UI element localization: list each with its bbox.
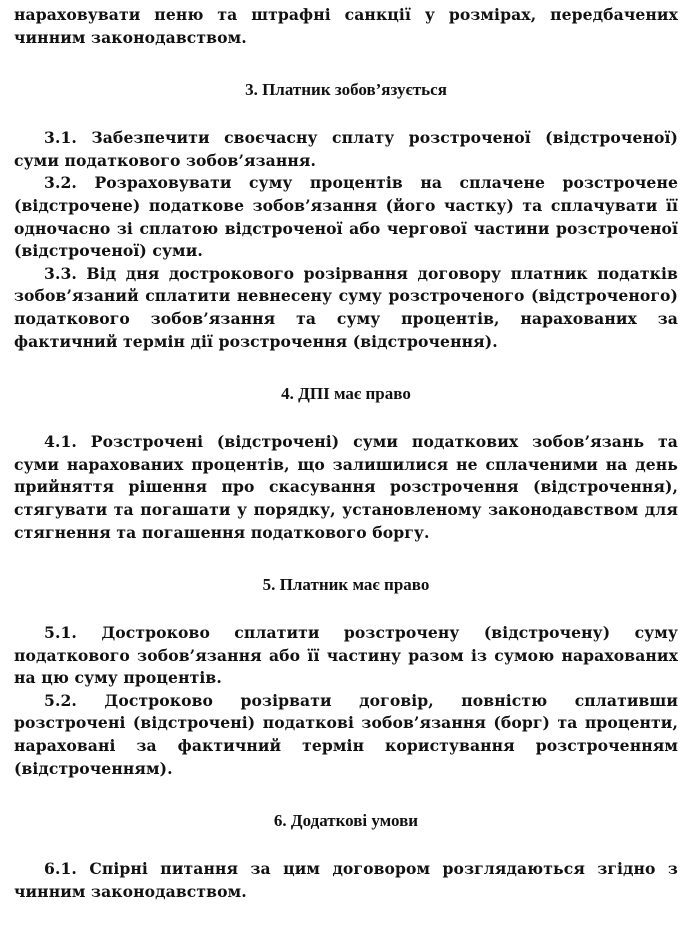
clause-3-3: 3.3. Від дня дострокового розірвання договору платник податків зобов’язаний сплатити невнесену суму розстроченого (відстроченого) податкового зобов’язання та суму процентів, нарахованих за фактичний термін дії розстрочення (відстрочення). xyxy=(14,263,678,351)
clause-5-2: 5.2. Достроково розірвати договір, повністю сплативши розстрочені (відстрочені) податкові зобов’язання (борг) та проценти, нараховані за фактичний термін користування розстроченням (відстроченням). xyxy=(14,690,678,778)
clause-3-1: 3.1. Забезпечити своєчасну сплату розстроченої (відстроченої) суми податкового зобов’язання. xyxy=(14,128,678,170)
clause-3-2: 3.2. Розраховувати суму процентів на сплачене розстрочене (відстрочене) податкове зобов’язання (його частку) та сплачувати її одночасно зі сплатою відстроченої або чергової частини розстроченої (відстроченої) суми. xyxy=(14,173,678,261)
intro-paragraph: нараховувати пеню та штрафні санкції у розмірах, передбачених чинним законодавством. xyxy=(14,5,678,47)
document-page xyxy=(14,4,678,903)
section-5-heading: 5. Платник має право xyxy=(262,575,430,595)
section-4-heading: 4. ДПІ має право xyxy=(281,384,411,404)
section-3-heading: 3. Платник зобов’язується xyxy=(245,80,447,100)
section-6-heading: 6. Додаткові умови xyxy=(273,811,419,831)
clause-5-1: 5.1. Достроково сплатити розстрочену (відстрочену) суму податкового зобов’язання або її частину разом із сумою нарахованих на цю суму процентів. xyxy=(14,623,678,688)
clause-6-1: 6.1. Спірні питання за цим договором розглядаються згідно з чинним законодавством. xyxy=(14,859,678,901)
clause-4-1: 4.1. Розстрочені (відстрочені) суми податкових зобов’язань та суми нарахованих процентів, що залишилися не сплаченими на день прийняття рішення про скасування розстрочення (відстрочення), стягувати та погашати у порядку, установленому законодавством для стягнення та погашення податкового боргу. xyxy=(14,432,678,542)
